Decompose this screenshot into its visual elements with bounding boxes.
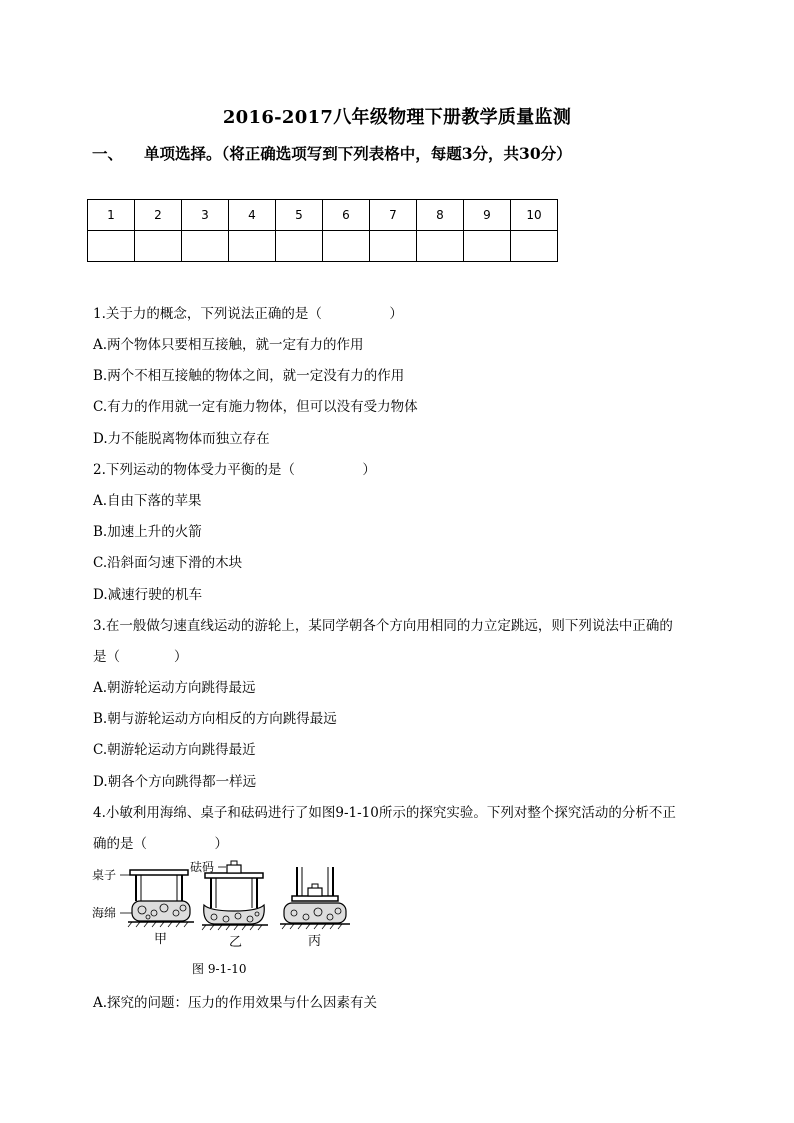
page-title: 2016-2017八年级物理下册教学质量监测	[222, 107, 572, 128]
answer-blank-cell[interactable]	[370, 231, 417, 262]
figure-panel-label: 甲	[154, 932, 168, 947]
answer-blank-cell[interactable]	[276, 231, 323, 262]
answer-header-cell: 1	[88, 200, 135, 231]
answer-blank-cell[interactable]	[182, 231, 229, 262]
question-line: 1.关于力的概念，下列说法正确的是（ ）	[93, 306, 403, 322]
question-line: 确的是（ ）	[93, 836, 228, 852]
answer-blank-cell[interactable]	[417, 231, 464, 262]
answer-table-blank-row	[88, 231, 558, 262]
question-option: B.两个不相互接触的物体之间，就一定没有力的作用	[93, 368, 405, 384]
question-option: D.减速行驶的机车	[93, 587, 203, 603]
answer-header-cell: 6	[323, 200, 370, 231]
question-option: D.朝各个方向跳得都一样远	[93, 774, 257, 790]
answer-blank-cell[interactable]	[88, 231, 135, 262]
experiment-figure	[92, 855, 362, 980]
figure-panel-label: 乙	[229, 935, 243, 950]
question-option: A.朝游轮运动方向跳得最远	[93, 680, 256, 696]
answer-header-cell: 2	[135, 200, 182, 231]
question-line: 是（ ）	[93, 649, 188, 665]
section-heading	[92, 142, 572, 164]
question-option: B.加速上升的火箭	[93, 524, 202, 540]
figure-label-table: 桌子	[92, 868, 117, 882]
answer-header-cell: 5	[276, 200, 323, 231]
answer-table	[87, 199, 558, 262]
question-option: C.有力的作用就一定有施力物体，但可以没有受力物体	[93, 399, 418, 415]
question-option: A.探究的问题：压力的作用效果与什么因素有关	[93, 995, 378, 1011]
figure-caption: 图 9-1-10	[192, 962, 247, 976]
answer-table-header-row	[88, 200, 558, 231]
answer-header-cell: 10	[511, 200, 558, 231]
answer-blank-cell[interactable]	[229, 231, 276, 262]
question-line: 2.下列运动的物体受力平衡的是（ ）	[93, 462, 376, 478]
figure-panel-label: 丙	[308, 934, 322, 949]
question-option: B.朝与游轮运动方向相反的方向跳得最远	[93, 711, 337, 727]
question-option: D.力不能脱离物体而独立存在	[93, 431, 270, 447]
question-option: C.沿斜面匀速下滑的木块	[93, 555, 243, 571]
answer-header-cell: 9	[464, 200, 511, 231]
answer-blank-cell[interactable]	[511, 231, 558, 262]
question-option: C.朝游轮运动方向跳得最近	[93, 742, 256, 758]
question-line: 4.小敏利用海绵、桌子和砝码进行了如图9-1-10所示的探究实验。下列对整个探究活动的分析不正	[93, 805, 676, 821]
answer-header-cell: 4	[229, 200, 276, 231]
answer-blank-cell[interactable]	[323, 231, 370, 262]
answer-blank-cell[interactable]	[464, 231, 511, 262]
figure-label-sponge: 海绵	[92, 906, 117, 920]
section-text: 单项选择。（将正确选项写到下列表格中，每题3分，共30分）	[144, 144, 572, 163]
question-option: A.两个物体只要相互接触，就一定有力的作用	[93, 337, 364, 353]
question-line: 3.在一般做匀速直线运动的游轮上，某同学朝各个方向用相同的力立定跳远，则下列说法中正确的	[93, 618, 673, 634]
sponge-diagram-bing	[280, 867, 350, 929]
answer-blank-cell[interactable]	[135, 231, 182, 262]
section-number: 一、	[92, 144, 124, 163]
figure-label-weight: 砝码	[190, 860, 215, 874]
question-option: A.自由下落的苹果	[93, 493, 202, 509]
answer-header-cell: 8	[417, 200, 464, 231]
sponge-diagram-jia	[120, 870, 194, 927]
answer-header-cell: 3	[182, 200, 229, 231]
answer-header-cell: 7	[370, 200, 417, 231]
